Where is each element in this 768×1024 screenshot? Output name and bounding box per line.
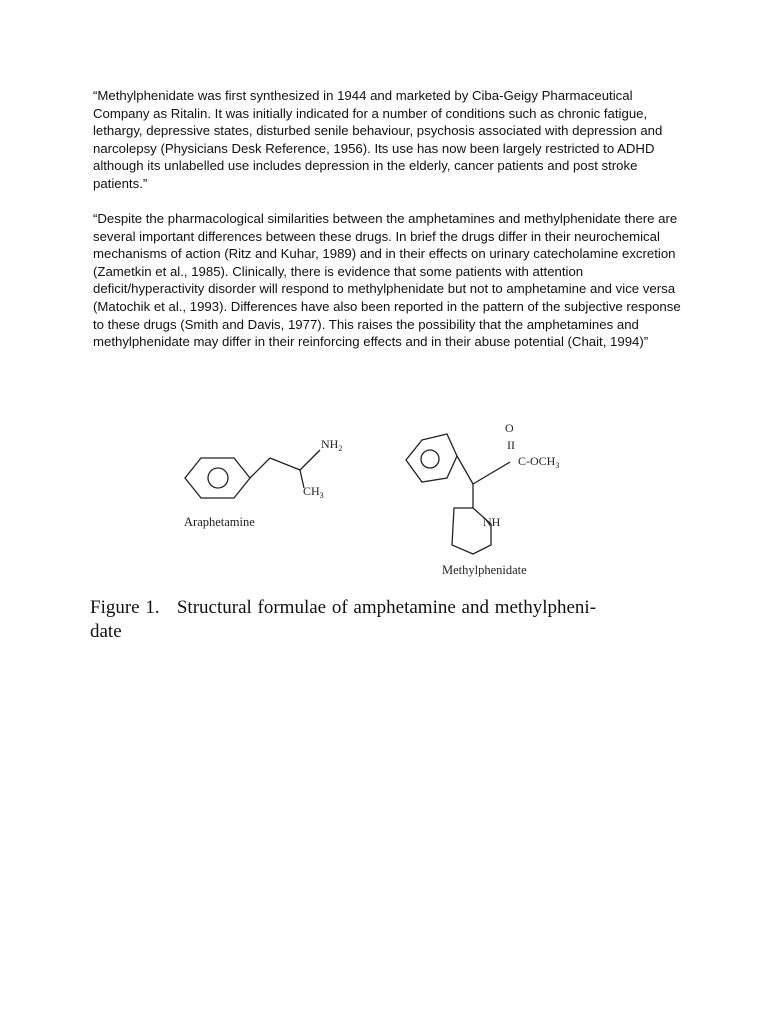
methylphenidate-label: Methylphenidate (442, 563, 527, 577)
caption-line-2: date (90, 621, 122, 642)
methylphenidate-aromatic-circle (421, 450, 439, 468)
figure-caption (90, 596, 690, 644)
methyl-group-label: $CH_3$ (303, 484, 324, 500)
paragraph-pharmacological-differences: “Despite the pharmacological similarities between the amphetamines and methylphenidate there are several important differences between these drugs. In brief the drugs differ in their neurochemical mechanisms of action (Ritz and Kuhar, 1989) and in their effects on urinary catecholamine excretion (Zametkin et al., 1985). Clinically, there is evidence that some patients with attention deficit/hyperactivity disorder will respond to methylphenidate but not to amphetamine and vice versa (Matochik et al., 1993). Differences have also been reported in the pattern of the subjective response to these drugs (Smith and Davis, 1977). This raises the possibility that the amphetamines and methylphenidate may differ in their reinforcing effects and in their abuse potential (Chait, 1994)” (93, 211, 681, 350)
amphetamine-benzene-ring (185, 458, 250, 498)
methylphenidate-bond (457, 456, 473, 484)
piperidine-nh-label: NH (483, 515, 501, 529)
methylphenidate-bond (473, 462, 510, 484)
carbonyl-oxygen-label: O (505, 421, 514, 435)
ester-group-label: $C-OCH_3$ (518, 454, 560, 470)
amphetamine-aromatic-circle (208, 468, 228, 488)
amphetamine-bond (270, 458, 300, 470)
amphetamine-label: Araphetamine (184, 515, 255, 529)
methylphenidate-benzene-ring (406, 434, 457, 482)
structural-formulae-drawing (160, 412, 590, 584)
paragraph-methylphenidate-history: “Methylphenidate was first synthesized in 1944 and marketed by Ciba-Geigy Pharmaceutical Company as Ritalin. It was initially indicated for a number of conditions such as chronic fatigue, lethargy, depressive states, disturbed senile behaviour, psychosis associated with depression and narcolepsy (Physicians Desk Reference, 1956). Its use has now been largely restricted to ADHD although its unlabelled use includes depression in the elderly, cancer patients and post stroke patients.” (93, 88, 663, 191)
structural-formulae-figure (160, 412, 590, 584)
amphetamine-bond (250, 458, 270, 478)
amine-group-label: $NH_2$ (321, 437, 343, 453)
amphetamine-bond (300, 450, 320, 470)
double-bond-mark: II (507, 438, 515, 452)
caption-line-1: Figure 1. Structural formulae of amphetamine and methylpheni- (90, 597, 597, 618)
